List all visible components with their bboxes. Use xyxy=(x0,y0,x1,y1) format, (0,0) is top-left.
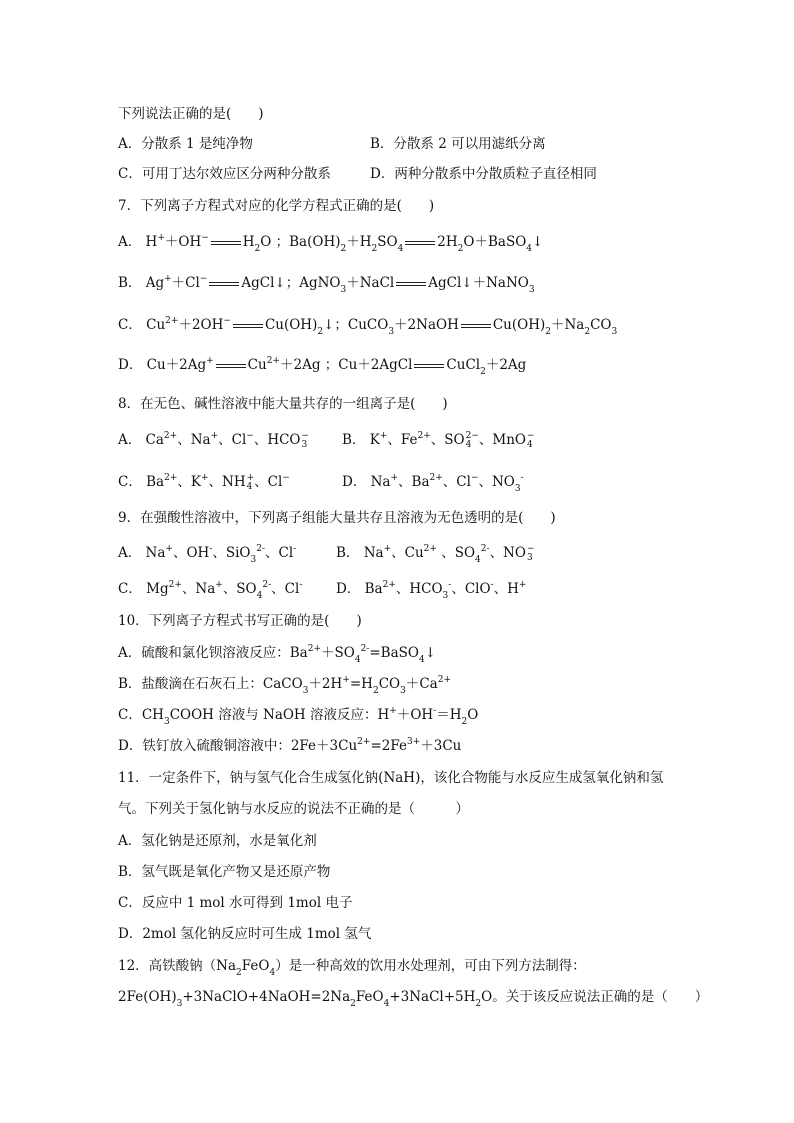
q7-option-b: B． Ag+＋Cl− AgCl↓；AgNO$_3$＋NaCl AgCl↓＋NaNO$_3$ xyxy=(118,273,535,295)
q8-stem: 8．在无色、碱性溶液中能大量共存的一组离子是( ) xyxy=(118,396,448,412)
q8-option-b: B． K+、$Fe^{2+}$、SO 2− 4 、MnO − 4 xyxy=(342,430,535,450)
q12-stem-line2: $2Fe(OH)_3+3NaClO+4NaOH=2Na_2FeO_4+3NaCl+5H_2O$。关于该反应说法正确的是（ ） xyxy=(118,989,709,1009)
q12-stem-line1: 12．高铁酸钠$(Na_2FeO_4)$是一种高效的饮用水处理剂，可由下列方法制得： xyxy=(118,958,586,978)
q12-stem-part2: FeO xyxy=(241,958,270,974)
q11-stem-line2: 气。下列关于氢化钠与水反应的说法不正确的是（ ） xyxy=(118,801,469,817)
q10-option-a-text: A．硫酸和氯化钡溶液反应： xyxy=(118,645,290,661)
q7-option-d: D． Cu＋2Ag+ $Cu^{2+}+2Ag$ ；Cu＋2AgCl CuCl$_2$＋2Ag xyxy=(118,355,527,377)
q10-option-a: A．硫酸和氯化钡溶液反应：$Ba^{2+}+SO_4^{2-}=BaSO_4↓$ xyxy=(118,643,437,665)
q8-options-row2 xyxy=(118,472,524,494)
q6-option-d: D．两种分散系中分散质粒子直径相同 xyxy=(370,166,597,182)
q12-stem-tail: 。关于该反应说法正确的是（ ） xyxy=(492,989,709,1005)
q7-stem: 7．下列离子方程式对应的化学方程式正确的是( ) xyxy=(118,198,435,214)
q7-option-c-label: C． xyxy=(118,317,142,333)
q9-option-a-label: A． xyxy=(118,545,142,561)
q8-option-c: C． $Ba^{2+}$、K+、NH + 4 、Cl− xyxy=(118,472,290,492)
q9-option-a: A． Na+、OH-、SiO$_3^{2-}$、Cl- xyxy=(118,543,297,565)
q11-option-a: A．氢化钠是还原剂，水是氧化剂 xyxy=(118,833,317,849)
q10-option-b: B．盐酸滴在石灰石上：$CaCO_3+2H^+=H_2CO_3+Ca^{2+}$ xyxy=(118,674,451,696)
q9-options-row2 xyxy=(118,579,527,601)
q10-option-b-text: B．盐酸滴在石灰石上： xyxy=(118,676,263,692)
q11-option-c: C．反应中 1 mol 水可得到 1mol 电子 xyxy=(118,895,353,911)
q6-options-row1 xyxy=(118,134,546,154)
q12-stem-part3: ）是一种高效的饮用水处理剂，可由下列方法制得： xyxy=(275,958,586,974)
q11-stem-line1: 11．一定条件下，钠与氢气化合生成氢化钠(NaH)，该化合物能与水反应生成氢氧化钠和氢 xyxy=(118,770,664,786)
q8-options-row1 xyxy=(118,430,535,450)
q8-option-a-label: A． xyxy=(118,432,142,448)
q6-option-c: C．可用丁达尔效应区分两种分散系 xyxy=(118,166,331,182)
q9-option-b: B． Na+、$Cu^{2+}$ 、$SO_4^{2-}$、NO − 3 xyxy=(336,543,535,565)
q8-option-a: A． $Ca^{2+}$、Na+、Cl−、HCO − 3 xyxy=(118,430,310,450)
q12-stem-part1: 12．高铁酸钠（Na xyxy=(118,958,237,974)
q10-option-c-label: C． xyxy=(118,707,142,723)
q7-option-a-label: A． xyxy=(118,234,142,250)
q11-option-d: D．2mol 氢化钠反应时可生成 1mol 氢气 xyxy=(118,926,372,942)
q9-option-c-label: C． xyxy=(118,581,142,597)
q8-option-d-label: D． xyxy=(342,474,367,490)
q11-option-b: B．氢气既是氧化产物又是还原产物 xyxy=(118,864,331,880)
q9-option-d-label: D． xyxy=(336,581,361,597)
q9-option-c: C． $Mg^{2+}$、Na+、$SO_4^{2-}$、Cl- xyxy=(118,579,303,601)
q8-option-b-label: B． xyxy=(342,432,366,448)
q9-option-b-label: B． xyxy=(336,545,360,561)
q9-stem: 9．在强酸性溶液中，下列离子组能大量共存且溶液为无色透明的是( ) xyxy=(118,510,556,526)
q6-option-a: A．分散系 1 是纯净物 xyxy=(118,136,253,152)
q10-option-c: C．$CH_3COOH$ 溶液与 NaOH 溶液反应：$H^++OH^-=H_2O$ xyxy=(118,705,479,727)
q10-stem: 10．下列离子方程式书写正确的是( ) xyxy=(118,613,362,629)
q6-options-row2 xyxy=(118,164,597,184)
q7-option-d-label: D． xyxy=(118,357,143,373)
q7-option-c: C． $Cu^{2+}+2OH^-$ $Cu(OH)_2↓$；CuCO$_3$＋2NaOH $Cu(OH)_2+Na_2CO_3$ xyxy=(118,315,618,337)
q6-option-b: B．分散系 2 可以用滤纸分离 xyxy=(370,136,546,152)
q8-option-c-label: C． xyxy=(118,474,142,490)
q9-options-row1 xyxy=(118,543,535,565)
q10-option-d: D．铁钉放入硫酸铜溶液中：$2Fe+3Cu^{2+}=2Fe^{3+}+3Cu$ xyxy=(118,736,462,754)
q7-option-a: A． H+＋OH− $H_2O$ ；$Ba(OH)_2+H_2SO_4$ $2H_2O+BaSO_4↓$ xyxy=(118,232,544,254)
q10-option-d-text: D．铁钉放入硫酸铜溶液中： xyxy=(118,738,291,754)
q9-option-d: D． $Ba^{2+}$、$HCO_3^-$、ClO-、H+ xyxy=(336,579,527,601)
q6-stem: 下列说法正确的是( ) xyxy=(118,106,264,122)
q7-option-b-label: B． xyxy=(118,275,142,291)
q8-option-d: D． Na+、$Ba^{2+}$、Cl−、$NO_3^-$ xyxy=(342,472,524,494)
